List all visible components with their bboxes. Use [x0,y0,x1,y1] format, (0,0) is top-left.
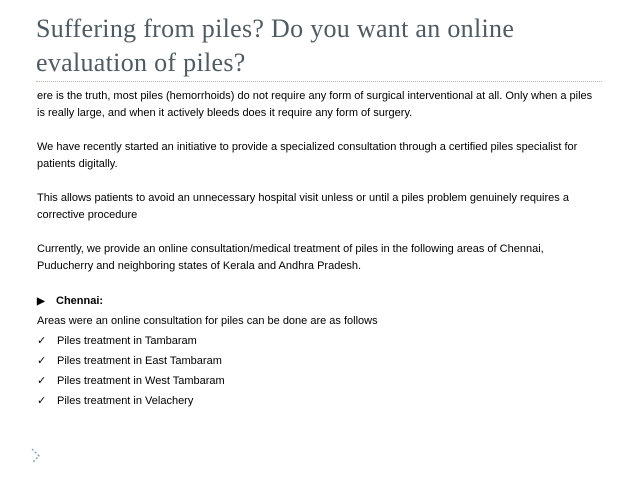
slide-body [37,88,597,411]
list-item-label: Piles treatment in East Tambaram [57,355,222,367]
paragraph-initiative: We have recently started an initiative to provide a specialized consultation through a certified piles specialist for patients digitally. [37,141,578,170]
section-heading [37,292,597,311]
section-heading-label: Chennai: [56,295,104,307]
slide-title-line2: evaluation of piles? [36,48,246,77]
checkmark-icon: ✓ [37,395,47,407]
corner-ornament-icon [31,448,41,468]
checkmark-icon: ✓ [37,375,47,387]
list-item-label: Piles treatment in West Tambaram [57,375,225,387]
paragraph-truth: ere is the truth, most piles (hemorrhoids) do not require any form of surgical interventional at all. Only when a piles is really large, and when it actively bleeds does it require any form of surgery. [37,90,593,119]
section-intro: Areas were an online consultation for piles can be done are as follows [37,315,378,327]
title-divider [36,81,602,82]
slide-title-line1: Suffering from piles? Do you want an online [36,14,515,43]
list-item [37,351,597,371]
slide-title [36,12,626,80]
list-item [37,391,597,411]
paragraph-areas-served: Currently, we provide an online consultation/medical treatment of piles in the following areas of Chennai, Puducherry and neighboring states of Kerala and Andhra Pradesh. [37,243,544,272]
arrow-bullet-icon: ▶ [37,296,45,307]
list-item [37,331,597,351]
checkmark-icon: ✓ [37,335,47,347]
list-item [37,371,597,391]
checkmark-icon: ✓ [37,355,47,367]
list-item-label: Piles treatment in Velachery [57,395,194,407]
paragraph-avoid-visit: This allows patients to avoid an unnecessary hospital visit unless or until a piles problem genuinely requires a corrective procedure [37,192,569,221]
list-item-label: Piles treatment in Tambaram [57,335,197,347]
